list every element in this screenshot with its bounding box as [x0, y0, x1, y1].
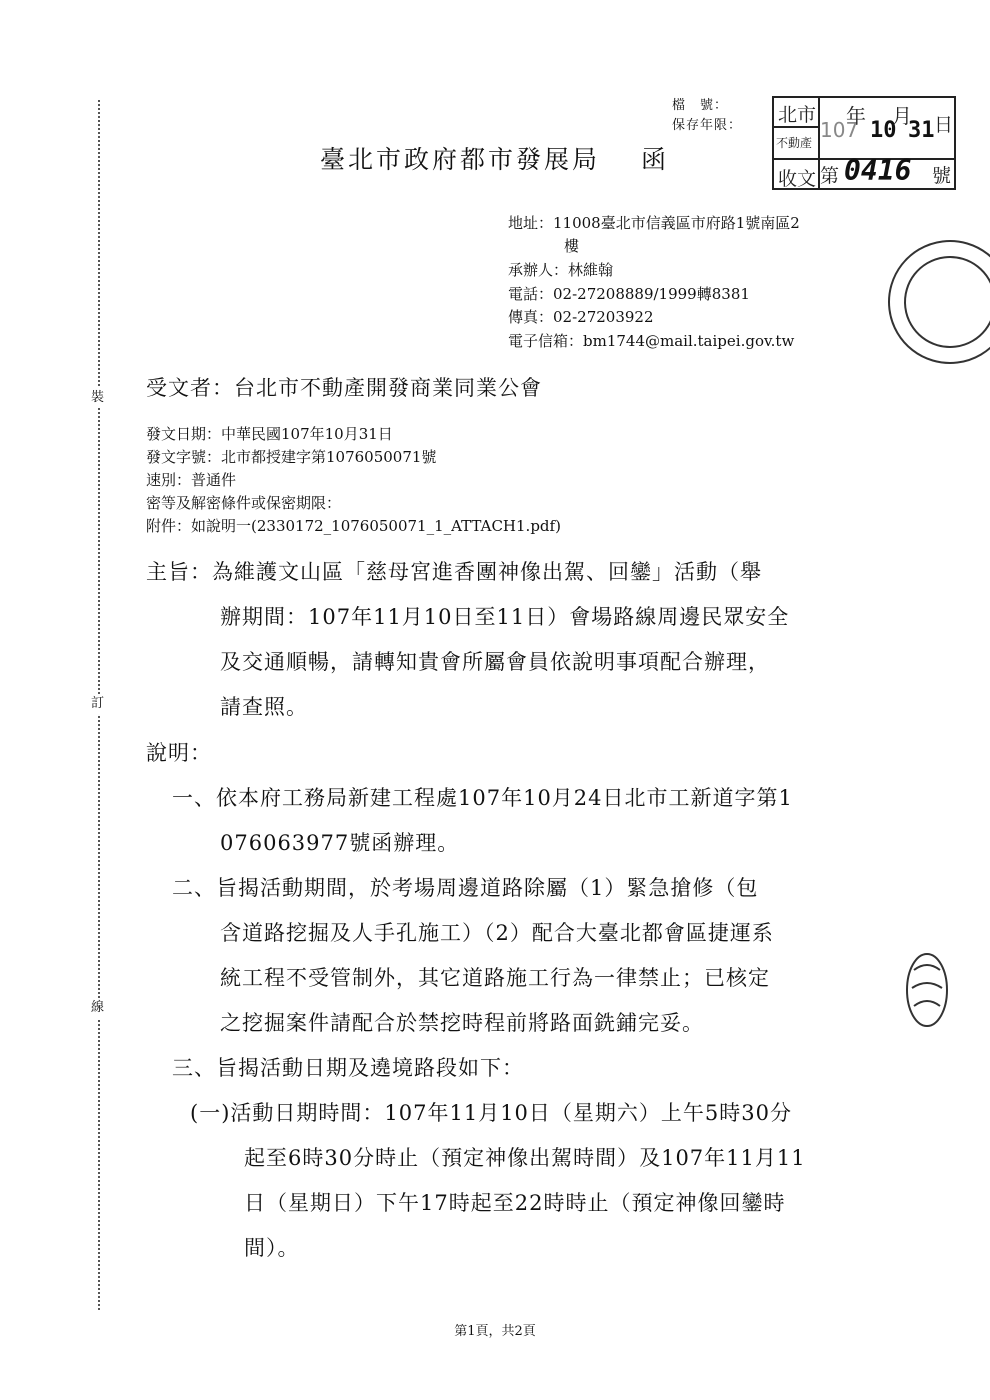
- subject-line: 及交通順暢，請轉知貴會所屬會員依說明事項配合辦理，: [220, 650, 770, 674]
- document-header: [320, 140, 669, 176]
- stamp-month-label: 月: [892, 104, 912, 128]
- explanation-item: 三、旨揭活動日期及遶境路段如下：: [172, 1056, 524, 1080]
- stamp-day-label: 日: [934, 114, 954, 136]
- explanation-heading: 說明：: [146, 741, 212, 765]
- stamp-year-prefix: 107: [820, 118, 859, 142]
- explanation-subitem: 起至6時30分時止（預定神像出駕時間）及107年11月11: [244, 1146, 806, 1170]
- document-type: 函: [640, 145, 669, 174]
- explanation-subitem: 間）。: [244, 1236, 300, 1260]
- address-continued: 樓: [564, 237, 580, 255]
- stamp-number-suffix: 號: [932, 165, 952, 187]
- stamp-year-label: 年: [846, 104, 866, 128]
- subject-line: 主旨：為維護文山區「慈母宮進香團神像出駕、回鑾」活動（舉: [146, 560, 762, 584]
- binding-char: 訂: [91, 694, 104, 714]
- explanation-subitem: (一)活動日期時間：107年11月10日（星期六）上午5時30分: [190, 1101, 792, 1125]
- agency-name: 臺北市政府都市發展局: [320, 145, 601, 174]
- subject-line: 辦期間：107年11月10日至11日）會場路線周邊民眾安全: [220, 605, 790, 629]
- explanation-item: 一、依本府工務局新建工程處107年10月24日北市工新道字第1: [172, 786, 793, 810]
- electronic-seal: [863, 215, 990, 389]
- stamp-received: 收文: [778, 168, 817, 190]
- delivery-speed: 速別：普通件: [146, 471, 237, 489]
- subject-line: 請查照。: [220, 695, 308, 719]
- explanation-item: 二、旨揭活動期間，於考場周邊道路除屬（1）緊急搶修（包: [172, 876, 759, 900]
- explanation-item: 含道路挖掘及人手孔施工）（2）配合大臺北都會區捷運系: [220, 921, 774, 945]
- fax: 傳真：02-27203922: [508, 308, 654, 326]
- address: 地址：11008臺北市信義區市府路1號南區2: [508, 214, 800, 232]
- explanation-item: 之挖掘案件請配合於禁挖時程前將路面銑鋪完妥。: [220, 1011, 704, 1035]
- decorative-seal-icon: [902, 950, 952, 1030]
- receipt-stamp: [772, 96, 956, 190]
- recipient: 受文者：台北市不動產開發商業同業公會: [146, 376, 542, 400]
- stamp-number-prefix: 第: [820, 165, 840, 187]
- stamp-department: 不動產: [776, 136, 813, 150]
- handler: 承辦人：林維翰: [508, 261, 614, 279]
- file-number-label: 檔 號：: [672, 98, 729, 113]
- binding-char: 線: [91, 998, 104, 1018]
- email: 電子信箱：bm1744@mail.taipei.gov.tw: [508, 332, 795, 350]
- document-number: 發文字號：北市都授建字第1076050071號: [146, 448, 437, 466]
- phone: 電話：02-27208889/1999轉8381: [508, 285, 750, 303]
- stamp-city: 北市: [778, 104, 817, 126]
- explanation-subitem: 日（星期日）下午17時起至22時時止（預定神像回鑾時: [244, 1191, 786, 1215]
- issue-date: 發文日期：中華民國107年10月31日: [146, 425, 393, 443]
- attachment: 附件：如說明一(2330172_1076050071_1_ATTACH1.pdf): [146, 517, 561, 535]
- explanation-item: 076063977號函辦理。: [220, 831, 460, 855]
- stamp-month: 10: [870, 118, 897, 143]
- secrecy-level: 密等及解密條件或保密期限：: [146, 494, 342, 512]
- binding-char: 裝: [91, 388, 104, 408]
- stamp-day: 31: [908, 118, 935, 143]
- stamp-number: 0416: [844, 154, 912, 187]
- explanation-item: 統工程不受管制外，其它道路施工行為一律禁止；已核定: [220, 966, 770, 990]
- retention-label: 保存年限：: [672, 118, 743, 133]
- page-number: 第1頁，共2頁: [454, 1324, 536, 1339]
